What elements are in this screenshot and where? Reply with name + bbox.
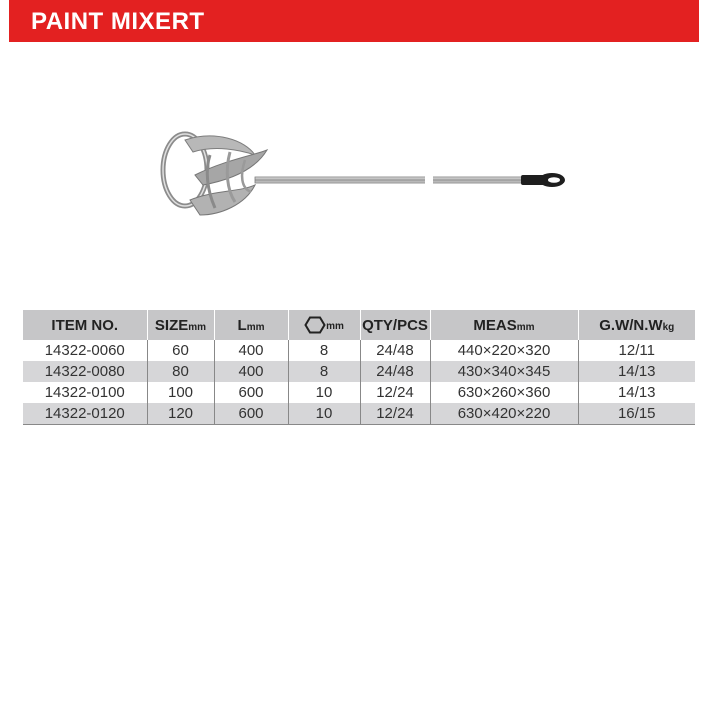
cell-size: 80 — [147, 361, 214, 382]
cell-qty: 12/24 — [360, 403, 430, 425]
cell-size: 120 — [147, 403, 214, 425]
header-meas: MEASmm — [430, 310, 578, 340]
header-length: Lmm — [214, 310, 288, 340]
header-weight: G.W/N.Wkg — [578, 310, 695, 340]
cell-size: 60 — [147, 340, 214, 361]
cell-meas: 630×420×220 — [430, 403, 578, 425]
cell-length: 400 — [214, 361, 288, 382]
cell-weight: 16/15 — [578, 403, 695, 425]
cell-weight: 12/11 — [578, 340, 695, 361]
spec-table — [23, 310, 695, 425]
cell-weight: 14/13 — [578, 382, 695, 403]
cell-item-no: 14322-0080 — [23, 361, 147, 382]
cell-size: 100 — [147, 382, 214, 403]
cell-hex: 8 — [288, 340, 360, 361]
hexagon-icon — [304, 316, 326, 334]
table-header-row — [23, 310, 695, 340]
cell-meas: 630×260×360 — [430, 382, 578, 403]
page-title: PAINT MIXERT — [31, 8, 205, 35]
table-row — [23, 340, 695, 361]
table-row — [23, 361, 695, 382]
title-bar — [9, 0, 699, 42]
cell-qty: 24/48 — [360, 340, 430, 361]
cell-meas: 430×340×345 — [430, 361, 578, 382]
header-size: SIZEmm — [147, 310, 214, 340]
cell-length: 600 — [214, 382, 288, 403]
cell-hex: 10 — [288, 382, 360, 403]
cell-weight: 14/13 — [578, 361, 695, 382]
cell-hex: 8 — [288, 361, 360, 382]
cell-item-no: 14322-0120 — [23, 403, 147, 425]
header-qty: QTY/PCS — [360, 310, 430, 340]
paint-mixer-illustration — [155, 130, 570, 230]
cell-hex: 10 — [288, 403, 360, 425]
cell-length: 400 — [214, 340, 288, 361]
cell-item-no: 14322-0060 — [23, 340, 147, 361]
cell-qty: 12/24 — [360, 382, 430, 403]
table-row — [23, 403, 695, 425]
header-item-no: ITEM NO. — [23, 310, 147, 340]
cell-length: 600 — [214, 403, 288, 425]
table-row — [23, 382, 695, 403]
cell-qty: 24/48 — [360, 361, 430, 382]
header-hex: mm — [288, 310, 360, 340]
cell-item-no: 14322-0100 — [23, 382, 147, 403]
cell-meas: 440×220×320 — [430, 340, 578, 361]
